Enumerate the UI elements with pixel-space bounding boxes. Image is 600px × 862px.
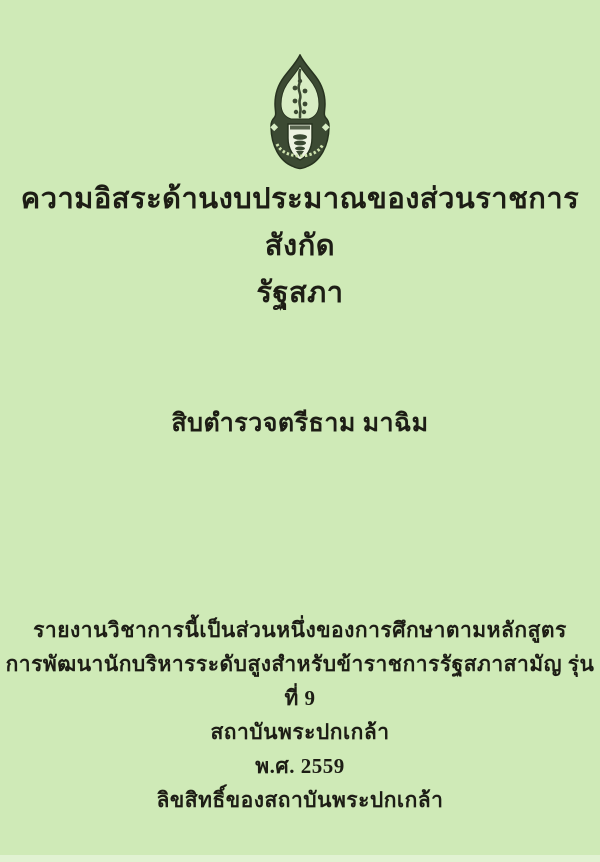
footer-statement — [0, 613, 600, 817]
report-title-line1: ความอิสระด้านงบประมาณของส่วนราชการสังกัด — [20, 183, 580, 262]
footer-line-year: พ.ศ. 2559 — [255, 754, 345, 778]
institute-emblem-icon — [262, 54, 338, 170]
page-bottom-edge — [0, 855, 600, 862]
author-name: สิบตำรวจตรีธาม มาฉิม — [171, 410, 429, 437]
footer-line-program-2: การพัฒนานักบริหารระดับสูงสำหรับข้าราชการรัฐสภาสามัญ รุ่นที่ 9 — [5, 652, 595, 710]
footer-line-program-1: รายงานวิชาการนี้เป็นส่วนหนึ่งของการศึกษาตามหลักสูตร — [33, 618, 567, 642]
footer-line-copyright: ลิขสิทธิ์ของสถาบันพระปกเกล้า — [156, 788, 444, 812]
report-title — [0, 176, 600, 317]
footer-line-institute: สถาบันพระปกเกล้า — [210, 720, 390, 744]
report-title-line2: รัฐสภา — [256, 277, 344, 309]
